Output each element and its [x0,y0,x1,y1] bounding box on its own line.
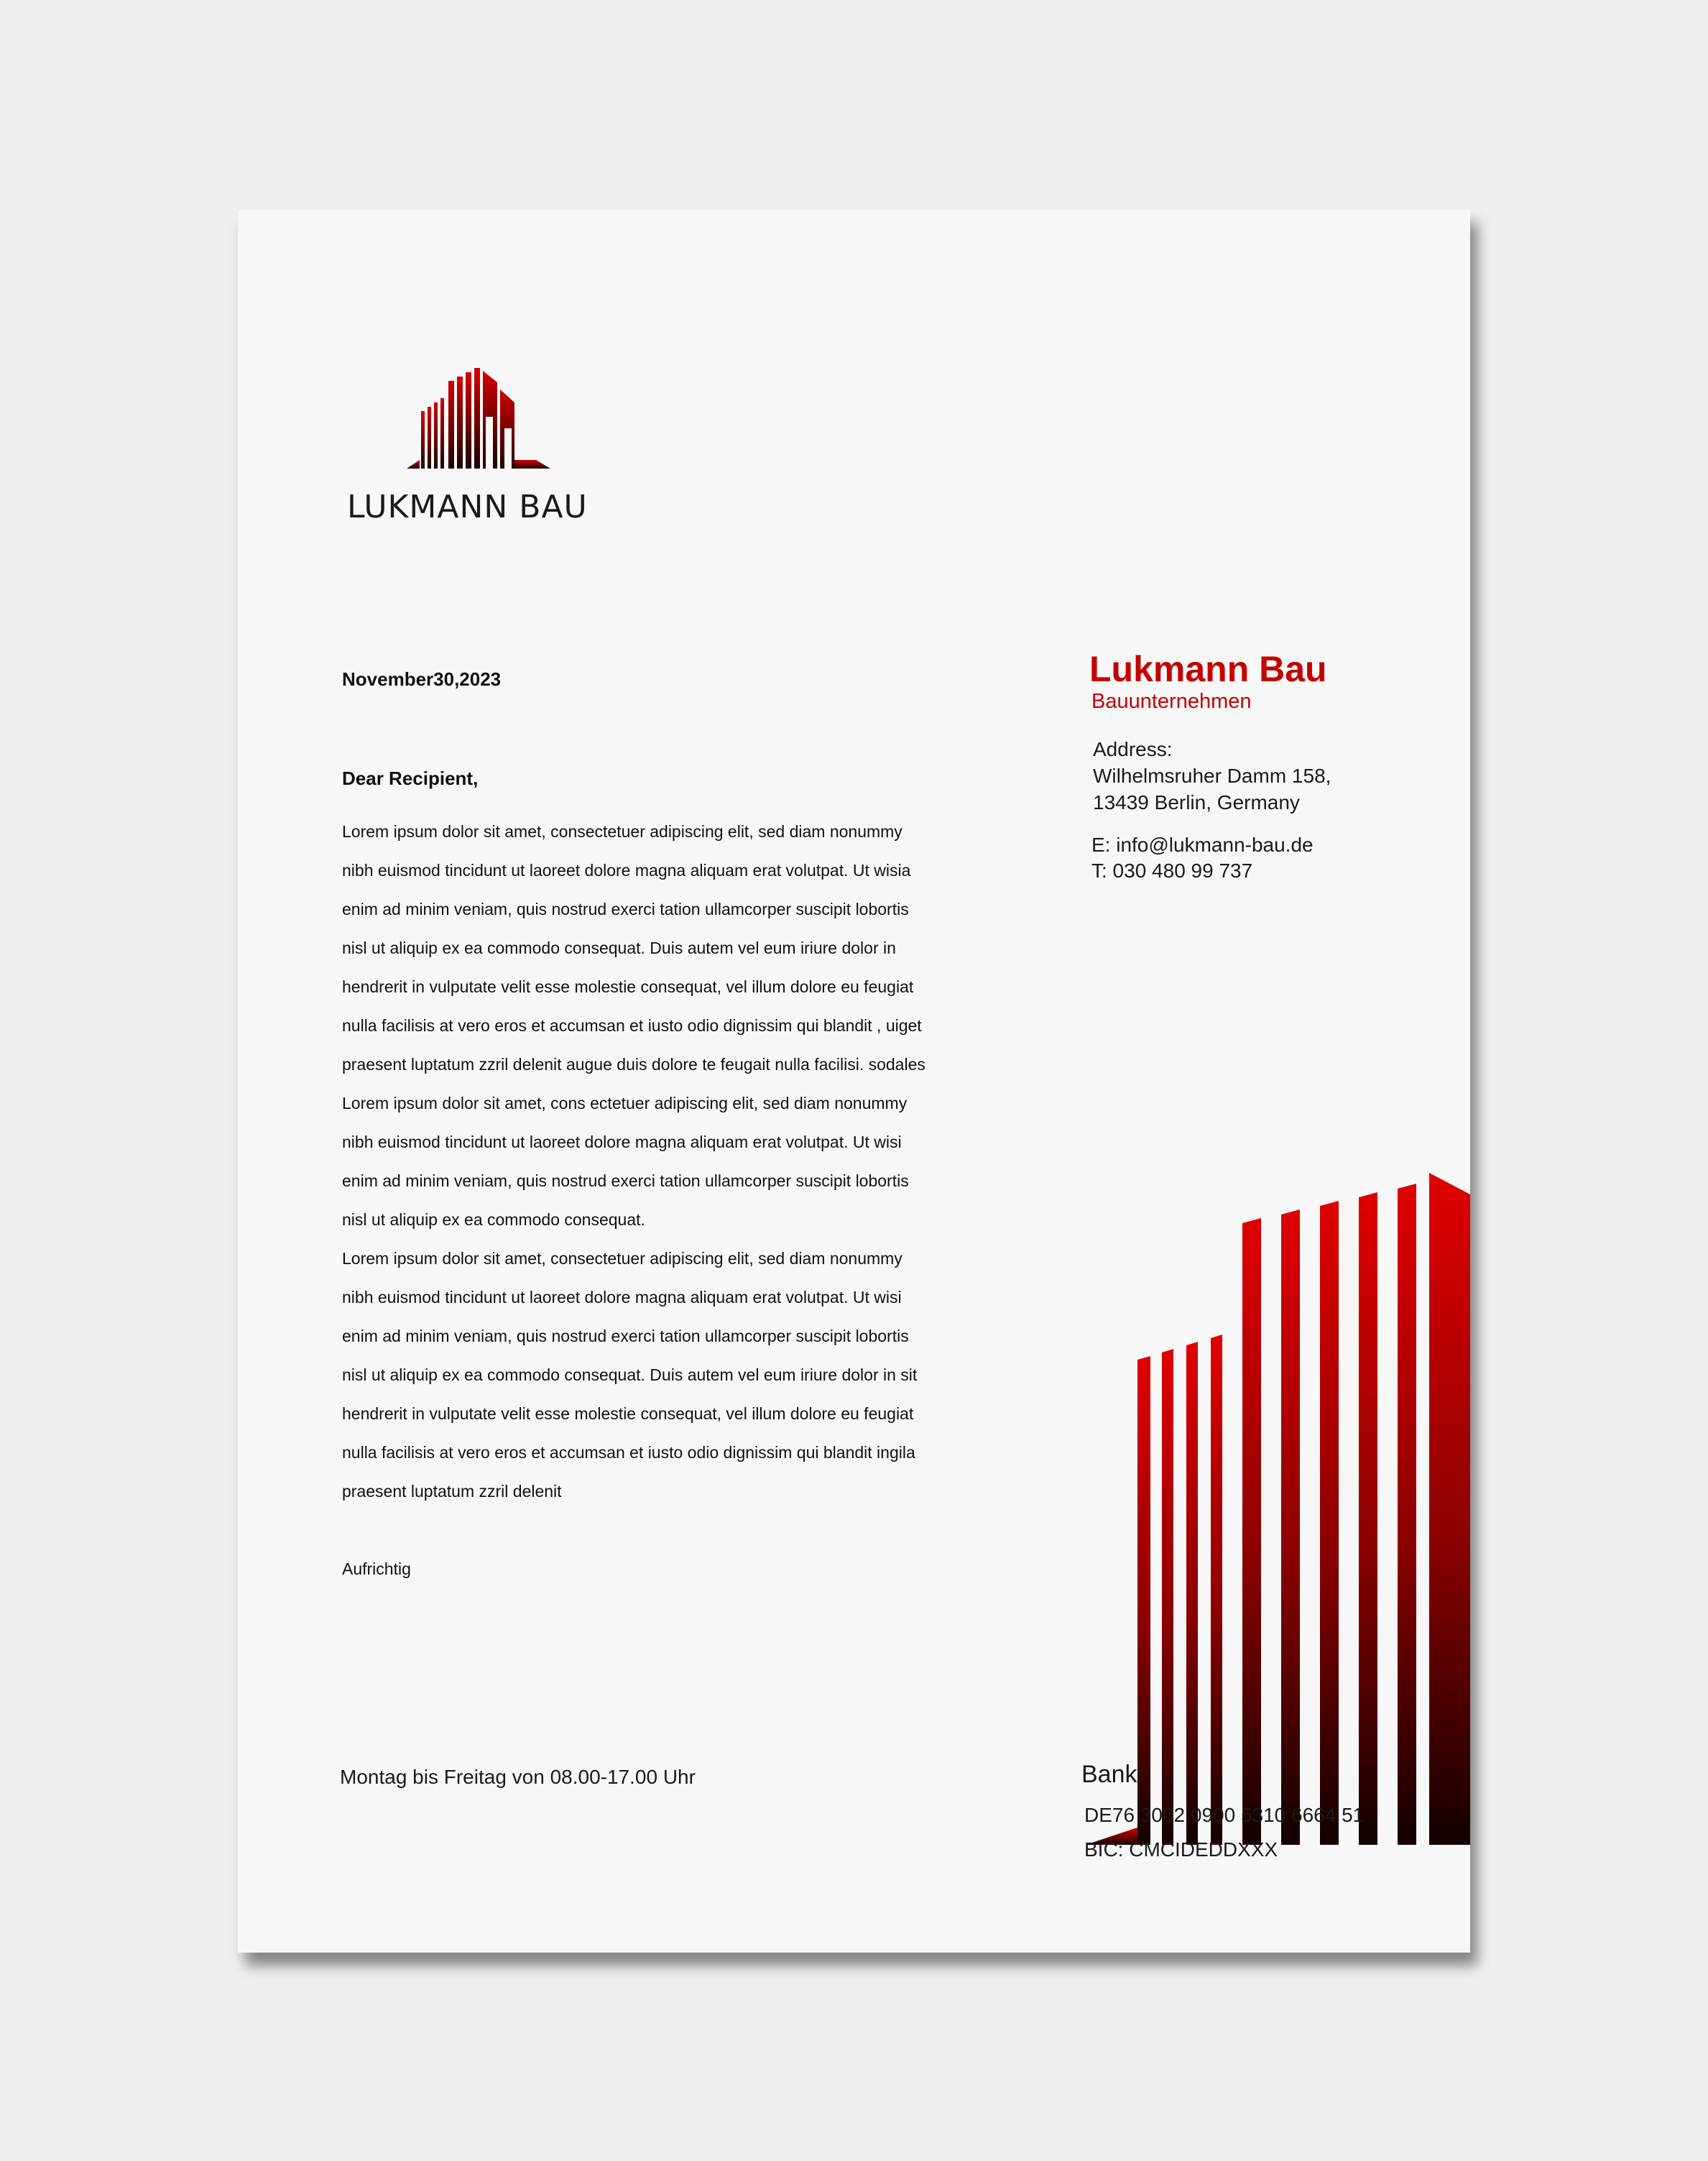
bic: BIC: CMCIDEDDXXX [1084,1838,1278,1861]
address-line: Wilhelmsruher Damm 158, [1093,765,1331,787]
body-line: nulla facilisis at vero eros et accumsan et iusto odio dignissim qui blandit , uiget [342,1016,922,1035]
address-block [1093,736,1331,816]
company-subtitle: Bauunternehmen [1091,690,1252,713]
body-line: nulla facilisis at vero eros et accumsan et iusto odio dignissim qui blandit ingila [342,1443,915,1462]
body-line: enim ad minim veniam, quis nostrud exerci tation ullamcorper suscipit lobortis [342,900,909,918]
body-line: Lorem ipsum dolor sit amet, consectetuer adipiscing elit, sed diam nonummy [342,822,903,841]
body-line: nisl ut aliquip ex ea commodo consequat. [342,1210,645,1229]
bank-details [1084,1798,1364,1867]
letterhead-page [238,210,1470,1953]
bank-title: Bank: [1081,1761,1144,1788]
body-line: praesent luptatum zzril delenit [342,1482,562,1501]
salutation: Dear Recipient, [342,768,479,789]
address-label: Address: [1093,738,1173,760]
closing: Aufrichtig [342,1559,411,1578]
address-line: 13439 Berlin, Germany [1093,791,1300,814]
body-line: praesent luptatum zzril delenit augue duis dolore te feugait nulla facilisi. sodales [342,1055,925,1074]
letter-date: November30,2023 [342,668,502,690]
building-logo-icon [407,368,550,476]
logo-wordmark: LUKMANN BAU [347,489,588,525]
body-line: enim ad minim veniam, quis nostrud exerci tation ullamcorper suscipit lobortis [342,1327,909,1345]
iban: DE76 3002 0900 5310 6664 51 [1084,1804,1365,1826]
contact-block [1091,832,1314,884]
company-name: Lukmann Bau [1089,649,1327,689]
body-line: nibh euismod tincidunt ut laoreet dolore magna aliquam erat volutpat. Ut wisia [342,861,911,880]
body-line: nisl ut aliquip ex ea commodo consequat. Duis autem vel eum iriure dolor in sit [342,1365,918,1384]
body-line: nibh euismod tincidunt ut laoreet dolore magna aliquam erat volutpat. Ut wisi [342,1288,902,1307]
letter-body [342,812,1061,1511]
body-line: Lorem ipsum dolor sit amet, cons ectetuer adipiscing elit, sed diam nonummy [342,1094,908,1112]
phone: T: 030 480 99 737 [1091,860,1253,882]
body-line: enim ad minim veniam, quis nostrud exerci tation ullamcorper suscipit lobortis [342,1171,909,1190]
body-line: hendrerit in vulputate velit esse molestie consequat, vel illum dolore eu feugiat [342,1404,914,1423]
office-hours: Montag bis Freitag von 08.00-17.00 Uhr [340,1766,696,1788]
body-line: nibh euismod tincidunt ut laoreet dolore magna aliquam erat volutpat. Ut wisi [342,1133,902,1151]
body-line: hendrerit in vulputate velit esse molestie consequat, vel illum dolore eu feugiat [342,977,914,996]
body-line: Lorem ipsum dolor sit amet, consectetuer adipiscing elit, sed diam nonummy [342,1249,903,1268]
building-graphic-icon [1086,1151,1470,1845]
body-line: nisl ut aliquip ex ea commodo consequat. Duis autem vel eum iriure dolor in [342,939,896,957]
email: E: info@lukmann-bau.de [1091,834,1314,856]
